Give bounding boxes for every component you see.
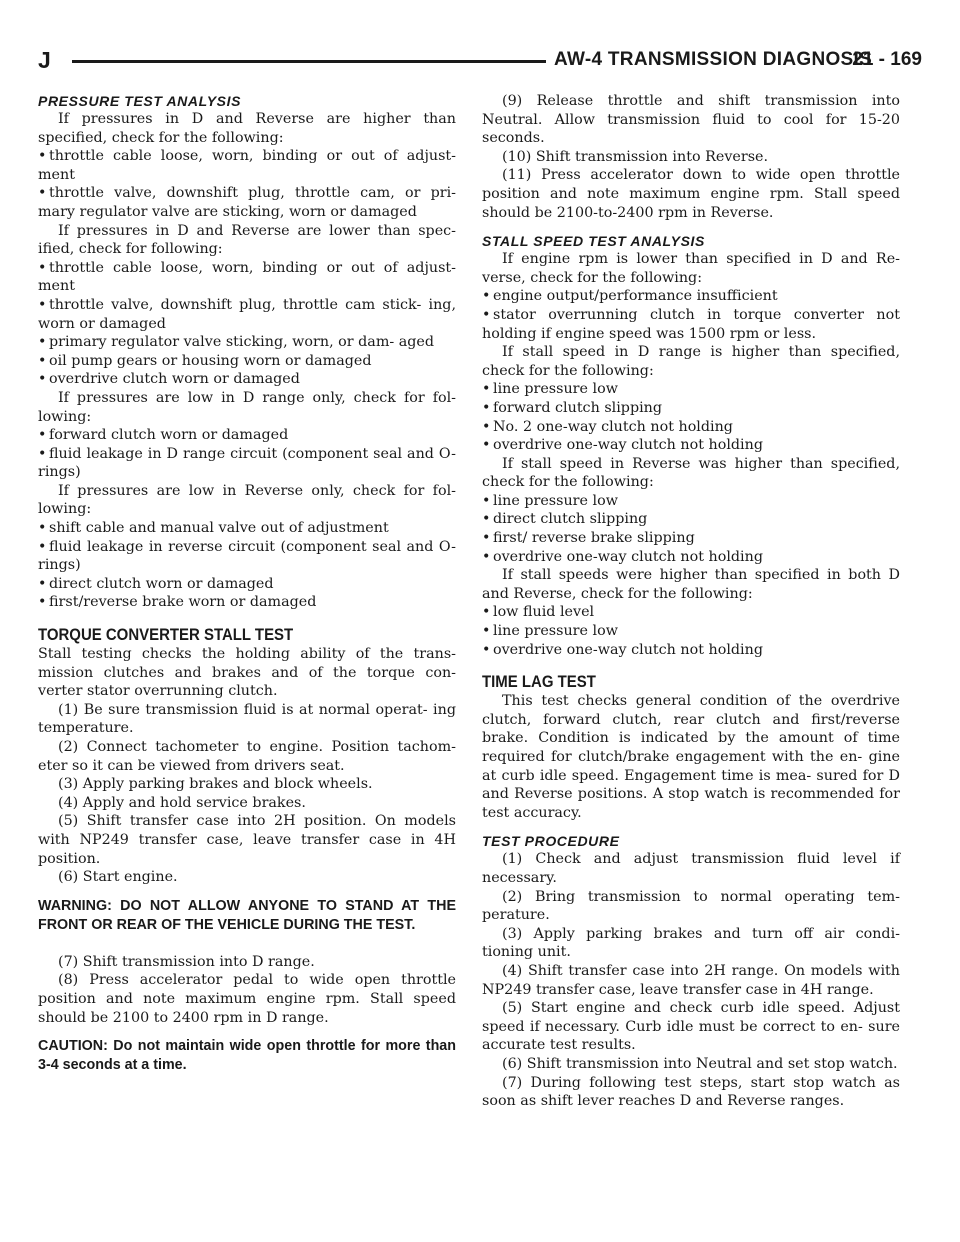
bullet-glyph: • <box>482 381 491 398</box>
bullet-text: primary regulator valve sticking, worn, or dam- aged <box>49 334 435 351</box>
page-number: 21 - 169 <box>852 49 922 70</box>
paragraph: If pressures in D and Reverse are lower than spec- ified, check for following: <box>38 222 456 258</box>
bullet-glyph: • <box>38 296 47 313</box>
warning-note: WARNING: DO NOT ALLOW ANYONE TO STAND AT THE FRONT OR REAR OF THE VEHICLE DURING THE TEST. <box>38 897 456 933</box>
section-letter: J <box>38 47 51 73</box>
bullet-text: No. 2 one-way clutch not holding <box>493 418 733 435</box>
step: (11) Press accelerator down to wide open throttle position and note maximum engine rpm. Stall speed should be 2100-to-2400 rpm in Reverse. <box>482 167 900 221</box>
bullet-item <box>482 306 900 343</box>
header-title: AW-4 TRANSMISSION DIAGNOSIS <box>554 49 873 70</box>
bullet-item <box>38 333 456 352</box>
bullet-item <box>482 548 900 567</box>
bullet-glyph: • <box>38 334 47 351</box>
bullet-text: engine output/performance insufficient <box>493 288 778 305</box>
bullet-text: throttle cable loose, worn, binding or out of adjust- ment <box>38 259 456 295</box>
step: (5) Shift transfer case into 2H position. On models with NP249 transfer case, leave transfer case in 4H position. <box>38 813 456 867</box>
bullet-text: throttle valve, downshift plug, throttle cam, or pri- mary regulator valve are sticking, worn or damaged <box>38 185 456 220</box>
bullet-glyph: • <box>38 185 47 202</box>
bullet-glyph: • <box>38 575 47 592</box>
heading-torque-converter-stall-test: TORQUE CONVERTER STALL TEST <box>38 625 294 645</box>
heading-time-lag-test: TIME LAG TEST <box>482 672 596 692</box>
bullet-glyph: • <box>482 399 491 416</box>
step: (3) Apply parking brakes and block wheels. <box>58 776 373 793</box>
bullet-text: line pressure low <box>493 381 618 398</box>
bullet-glyph: • <box>38 538 47 555</box>
step: (2) Connect tachometer to engine. Position tachom- eter so it can be viewed from drivers seat. <box>38 739 456 774</box>
bullet-glyph: • <box>38 148 47 165</box>
step: (7) Shift transmission into D range. <box>58 953 315 970</box>
page-header <box>38 40 922 80</box>
paragraph: If pressures are low in Reverse only, check for fol- lowing: <box>38 482 456 518</box>
bullet-glyph: • <box>38 445 47 462</box>
bullet-glyph: • <box>482 306 491 323</box>
bullet-text: throttle cable loose, worn, binding or out of adjust- ment <box>38 148 456 183</box>
bullet-glyph: • <box>482 548 491 565</box>
bullet-glyph: • <box>38 259 47 276</box>
bullet-item <box>482 399 900 418</box>
step: (2) Bring transmission to normal operating tem- perature. <box>482 888 900 924</box>
step: (7) During following test steps, start stop watch as soon as shift lever reaches D and Reverse ranges. <box>482 1074 900 1110</box>
bullet-text: fluid leakage in reverse circuit (component seal and O-rings) <box>38 538 456 574</box>
bullet-glyph: • <box>482 511 491 528</box>
bullet-item <box>482 418 900 437</box>
bullet-text: line pressure low <box>493 623 618 640</box>
bullet-item <box>482 603 900 622</box>
bullet-text: throttle valve, downshift plug, throttle cam stick- ing, worn or damaged <box>38 296 456 332</box>
bullet-text: overdrive one-way clutch not holding <box>493 641 763 658</box>
bullet-glyph: • <box>482 604 491 621</box>
left-column <box>38 92 456 1075</box>
bullet-text: shift cable and manual valve out of adjustment <box>49 520 389 537</box>
bullet-item <box>38 296 456 333</box>
step: (5) Start engine and check curb idle speed. Adjust speed if necessary. Curb idle must be correct to en- sure accurate test results. <box>482 1000 900 1054</box>
bullet-item <box>482 492 900 511</box>
heading-stall-speed-test-analysis: STALL SPEED TEST ANALYSIS <box>482 233 705 250</box>
step: (1) Be sure transmission fluid is at normal operat- ing temperature. <box>38 701 456 737</box>
heading-test-procedure: TEST PROCEDURE <box>482 833 620 850</box>
bullet-text: stator overrunning clutch in torque converter not holding if engine speed was 1500 rpm or less. <box>482 306 900 342</box>
bullet-text: first/reverse brake worn or damaged <box>49 594 317 611</box>
bullet-item <box>38 538 456 575</box>
step: (10) Shift transmission into Reverse. <box>502 148 769 165</box>
bullet-text: forward clutch worn or damaged <box>49 427 289 444</box>
bullet-item <box>38 184 456 221</box>
bullet-item <box>38 593 456 612</box>
bullet-item <box>482 287 900 306</box>
bullet-item <box>482 380 900 399</box>
bullet-glyph: • <box>38 352 47 369</box>
bullet-text: overdrive one-way clutch not holding <box>493 548 763 565</box>
header-rule <box>72 60 546 63</box>
bullet-text: fluid leakage in D range circuit (component seal and O-rings) <box>38 445 456 481</box>
bullet-glyph: • <box>482 437 491 454</box>
bullet-item <box>38 370 456 389</box>
step: (6) Start engine. <box>58 869 178 886</box>
bullet-item <box>38 445 456 482</box>
bullet-glyph: • <box>38 594 47 611</box>
caution-note: CAUTION: Do not maintain wide open throttle for more than 3-4 seconds at a time. <box>38 1038 456 1074</box>
bullet-glyph: • <box>482 492 491 509</box>
bullet-text: forward clutch slipping <box>493 399 663 416</box>
bullet-text: overdrive clutch worn or damaged <box>49 371 300 388</box>
paragraph: This test checks general condition of the overdrive clutch, forward clutch, rear clutch and first/reverse brake. Condition is indicated by the amount of time required for clutch/brake engagement with the en- gine at curb idle speed. Engagement time is mea- sured for D and Reverse positions. A stop watch is recommended for test accuracy. <box>482 693 900 821</box>
paragraph: If engine rpm is lower than specified in D and Re- verse, check for the following: <box>482 251 900 286</box>
heading-pressure-test-analysis: PRESSURE TEST ANALYSIS <box>38 93 242 109</box>
bullet-glyph: • <box>482 418 491 435</box>
bullet-item <box>482 529 900 548</box>
paragraph: If pressures are low in D range only, check for fol- lowing: <box>38 389 456 425</box>
bullet-glyph: • <box>482 288 491 305</box>
paragraph: If stall speed in Reverse was higher than specified, check for the following: <box>482 455 900 491</box>
paragraph: If pressures in D and Reverse are higher than specified, check for the following: <box>38 111 456 146</box>
bullet-glyph: • <box>482 641 491 658</box>
step: (1) Check and adjust transmission fluid level if necessary. <box>482 851 900 886</box>
bullet-glyph: • <box>482 530 491 547</box>
bullet-item <box>482 622 900 641</box>
right-column <box>482 92 900 1111</box>
bullet-item <box>38 352 456 371</box>
step: (3) Apply parking brakes and turn off air condi- tioning unit. <box>482 925 900 961</box>
step: (6) Shift transmission into Neutral and set stop watch. <box>502 1055 898 1072</box>
bullet-text: low fluid level <box>493 604 595 621</box>
bullet-item <box>38 259 456 296</box>
bullet-text: direct clutch slipping <box>493 511 648 528</box>
bullet-item <box>38 147 456 184</box>
bullet-item <box>482 436 900 455</box>
bullet-text: line pressure low <box>493 492 618 509</box>
paragraph: Stall testing checks the holding ability of the trans- mission clutches and brakes and of the torque con- verter stator overrunning clutch. <box>38 646 456 700</box>
bullet-item <box>38 575 456 594</box>
bullet-glyph: • <box>38 371 47 388</box>
bullet-item <box>482 510 900 529</box>
step: (9) Release throttle and shift transmission into Neutral. Allow transmission fluid to cool for 15-20 seconds. <box>482 93 900 147</box>
bullet-text: overdrive one-way clutch not holding <box>493 437 763 454</box>
bullet-glyph: • <box>482 623 491 640</box>
bullet-item <box>482 641 900 660</box>
bullet-item <box>38 519 456 538</box>
paragraph: If stall speeds were higher than specified in both D and Reverse, check for the following: <box>482 567 900 602</box>
step: (8) Press accelerator pedal to wide open throttle position and note maximum engine rpm. Stall speed should be 2100 to 2400 rpm in D range. <box>38 972 456 1026</box>
bullet-glyph: • <box>38 427 47 444</box>
bullet-glyph: • <box>38 520 47 537</box>
bullet-item <box>38 426 456 445</box>
bullet-text: first/ reverse brake slipping <box>493 530 695 547</box>
paragraph: If stall speed in D range is higher than specified, check for the following: <box>482 344 900 379</box>
bullet-text: direct clutch worn or damaged <box>49 575 274 592</box>
step: (4) Apply and hold service brakes. <box>58 794 306 811</box>
step: (4) Shift transfer case into 2H range. On models with NP249 transfer case, leave transfer case in 4H range. <box>482 962 900 998</box>
bullet-text: oil pump gears or housing worn or damaged <box>49 352 372 369</box>
